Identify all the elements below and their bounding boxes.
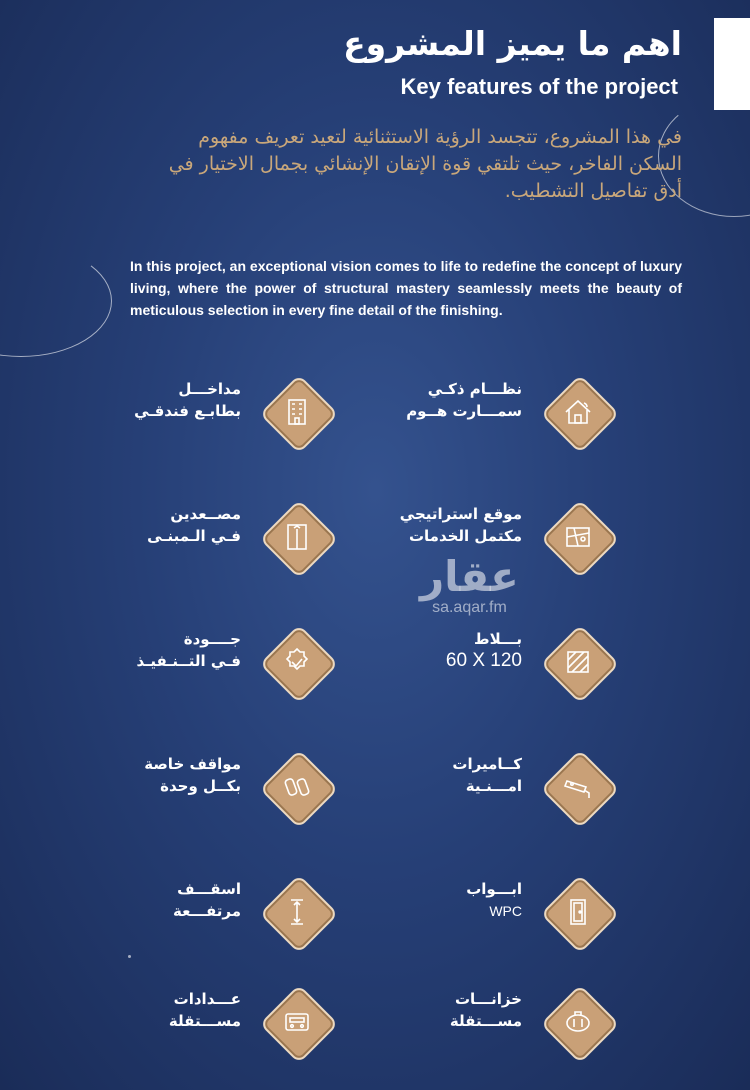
feature-hotel-entrances <box>87 372 337 452</box>
feature-title: كــاميرات <box>452 755 522 773</box>
feature-title: عـــدادات <box>173 990 241 1008</box>
feature-subtitle: 60 X 120 <box>445 650 522 671</box>
feature-quality <box>87 622 337 702</box>
feature-title: مداخـــل <box>178 380 241 398</box>
page-title-arabic: اهم ما يميز المشروع <box>343 24 682 63</box>
security-camera-icon <box>538 747 618 827</box>
smart-home-icon <box>538 372 618 452</box>
feature-cameras <box>368 747 618 827</box>
watermark-logo: عقار <box>420 552 519 601</box>
feature-title: نظـــام ذكـي <box>427 380 522 398</box>
page-title-english: Key features of the project <box>400 74 678 99</box>
feature-meters <box>87 982 337 1062</box>
meter-icon <box>257 982 337 1062</box>
feature-doors <box>368 872 618 952</box>
door-icon <box>538 872 618 952</box>
feature-subtitle: مســـتقلة <box>168 1012 241 1030</box>
height-icon <box>257 872 337 952</box>
feature-title: بـــلاط <box>474 630 522 648</box>
water-tank-icon <box>538 982 618 1062</box>
parking-icon <box>257 747 337 827</box>
building-icon <box>257 372 337 452</box>
elevator-icon <box>257 497 337 577</box>
feature-subtitle: فـي الـمبنـى <box>147 527 241 545</box>
feature-subtitle: مســـتقلة <box>449 1012 522 1030</box>
map-icon <box>538 497 618 577</box>
feature-subtitle: سمـــارت هــوم <box>406 402 522 420</box>
feature-title: جــــودة <box>183 630 241 648</box>
feature-title: خزانـــات <box>454 990 522 1008</box>
decorative-dot <box>128 955 131 958</box>
intro-arabic-line: أدق تفاصيل التشطيب. <box>504 180 682 202</box>
feature-title: موقع استراتيجي <box>399 505 522 523</box>
feature-subtitle: مكتمل الخدمات <box>408 527 522 545</box>
feature-strategic-location <box>368 497 618 577</box>
feature-subtitle: WPC <box>489 903 522 919</box>
feature-smart-home <box>368 372 618 452</box>
watermark-url: sa.aqar.fm <box>432 599 507 616</box>
feature-tiles <box>368 622 618 702</box>
quality-badge-icon <box>257 622 337 702</box>
feature-tanks <box>368 982 618 1062</box>
feature-parking <box>87 747 337 827</box>
feature-title: اسقـــف <box>177 880 241 898</box>
feature-title: مواقف خاصة <box>144 755 241 773</box>
intro-arabic-line: السكن الفاخر، حيث تلتقي قوة الإتقان الإنشائي بجمال الاختيار في <box>168 153 682 175</box>
feature-ceilings <box>87 872 337 952</box>
intro-arabic <box>102 124 682 205</box>
feature-subtitle: مرتفـــعة <box>173 902 241 920</box>
feature-subtitle: امـــنـية <box>465 777 522 795</box>
feature-subtitle: بطابـع فندقـي <box>134 402 241 420</box>
decorative-arc <box>0 245 112 357</box>
feature-elevators <box>87 497 337 577</box>
feature-subtitle: فـي التــنـفيـذ <box>136 652 241 670</box>
intro-arabic-line: في هذا المشروع، تتجسد الرؤية الاستثنائية لتعيد تعريف مفهوم <box>198 126 682 148</box>
feature-title: ابـــواب <box>466 880 522 898</box>
feature-subtitle: بكــل وحدة <box>160 777 241 795</box>
feature-title: مصــعدين <box>170 505 241 523</box>
intro-english: In this project, an exceptional vision comes to life to redefine the concept of luxury living, where the power of structural mastery seamlessly meets the beauty of meticulous selection in every fine detail of the finishing. <box>130 258 682 318</box>
tiles-icon <box>538 622 618 702</box>
